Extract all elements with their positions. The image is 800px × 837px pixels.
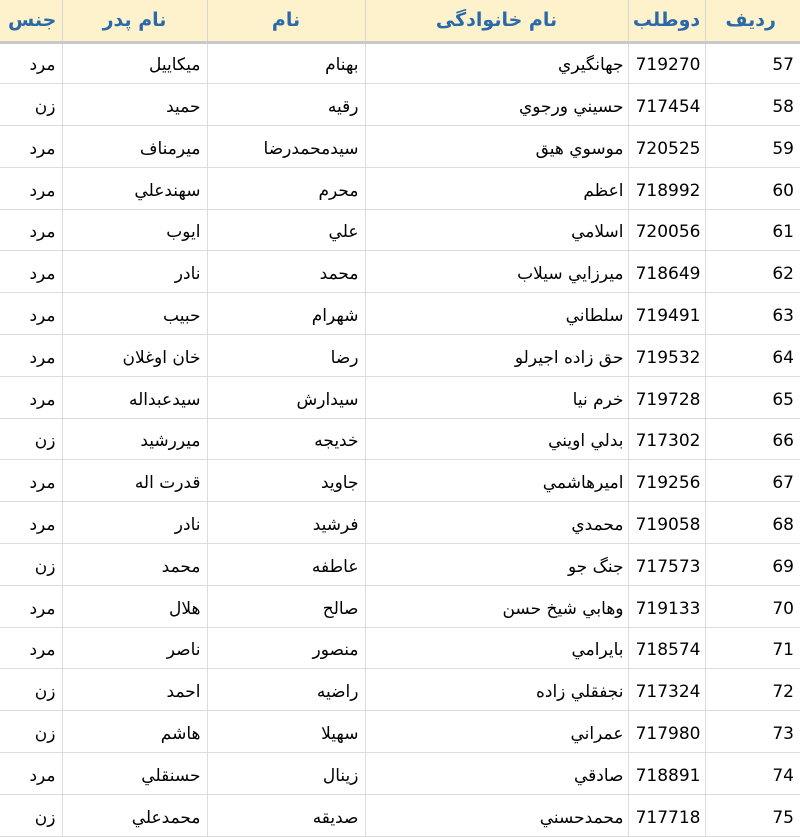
cell-row-number[interactable]: 72	[705, 669, 800, 711]
cell-father-name[interactable]: ایوب	[62, 209, 207, 251]
cell-family-name[interactable]: صادقي	[365, 753, 628, 795]
cell-applicant-code[interactable]: 719133	[628, 585, 705, 627]
cell-gender[interactable]: مرد	[0, 460, 62, 502]
cell-family-name[interactable]: وهابي شیخ حسن	[365, 585, 628, 627]
cell-family-name[interactable]: حسیني ورجوي	[365, 84, 628, 126]
cell-applicant-code[interactable]: 717573	[628, 544, 705, 586]
cell-row-number[interactable]: 75	[705, 794, 800, 836]
cell-applicant-code[interactable]: 719491	[628, 293, 705, 335]
table-row	[0, 669, 800, 711]
cell-name[interactable]: صالح	[207, 585, 365, 627]
cell-gender[interactable]: زن	[0, 794, 62, 836]
cell-family-name[interactable]: میرزایي سیلاب	[365, 251, 628, 293]
cell-family-name[interactable]: اعظم	[365, 167, 628, 209]
cell-father-name[interactable]: خان اوغلان	[62, 335, 207, 377]
table-row	[0, 126, 800, 168]
cell-family-name[interactable]: سلطاني	[365, 293, 628, 335]
cell-applicant-code[interactable]: 719728	[628, 376, 705, 418]
cell-row-number[interactable]: 71	[705, 627, 800, 669]
cell-name[interactable]: سهیلا	[207, 711, 365, 753]
cell-name[interactable]: رضا	[207, 335, 365, 377]
cell-applicant-code[interactable]: 719256	[628, 460, 705, 502]
cell-applicant-code[interactable]: 719532	[628, 335, 705, 377]
cell-applicant-code[interactable]: 720056	[628, 209, 705, 251]
table-body	[0, 42, 800, 836]
header-family-name[interactable]: نام خانوادگی	[365, 0, 628, 42]
cell-row-number[interactable]: 64	[705, 335, 800, 377]
cell-row-number[interactable]: 69	[705, 544, 800, 586]
cell-name[interactable]: سیدمحمدرضا	[207, 126, 365, 168]
cell-applicant-code[interactable]: 717302	[628, 418, 705, 460]
cell-row-number[interactable]: 58	[705, 84, 800, 126]
table-row	[0, 585, 800, 627]
cell-row-number[interactable]: 57	[705, 42, 800, 84]
cell-father-name[interactable]: هاشم	[62, 711, 207, 753]
cell-family-name[interactable]: جهانگیري	[365, 42, 628, 84]
cell-father-name[interactable]: میرمناف	[62, 126, 207, 168]
cell-name[interactable]: رقیه	[207, 84, 365, 126]
cell-gender[interactable]: مرد	[0, 251, 62, 293]
header-applicant-code[interactable]: دوطلب	[628, 0, 705, 42]
cell-row-number[interactable]: 66	[705, 418, 800, 460]
cell-gender[interactable]: زن	[0, 711, 62, 753]
cell-father-name[interactable]: سیدعبداله	[62, 376, 207, 418]
table-row	[0, 502, 800, 544]
cell-father-name[interactable]: حسنقلي	[62, 753, 207, 795]
cell-applicant-code[interactable]: 718649	[628, 251, 705, 293]
cell-family-name[interactable]: نجفقلي زاده	[365, 669, 628, 711]
cell-family-name[interactable]: عمراني	[365, 711, 628, 753]
cell-name[interactable]: خدیجه	[207, 418, 365, 460]
cell-family-name[interactable]: بدلي اویني	[365, 418, 628, 460]
table-row	[0, 794, 800, 836]
cell-applicant-code[interactable]: 718574	[628, 627, 705, 669]
cell-name[interactable]: راضیه	[207, 669, 365, 711]
header-father-name[interactable]: نام پدر	[62, 0, 207, 42]
table-row	[0, 460, 800, 502]
table-row	[0, 418, 800, 460]
cell-gender[interactable]: زن	[0, 418, 62, 460]
header-row-number[interactable]: ردیف	[705, 0, 800, 42]
cell-father-name[interactable]: هلال	[62, 585, 207, 627]
table-row	[0, 84, 800, 126]
cell-gender[interactable]: مرد	[0, 376, 62, 418]
cell-name[interactable]: منصور	[207, 627, 365, 669]
cell-gender[interactable]: مرد	[0, 627, 62, 669]
table-row	[0, 293, 800, 335]
cell-gender[interactable]: مرد	[0, 42, 62, 84]
cell-row-number[interactable]: 68	[705, 502, 800, 544]
cell-family-name[interactable]: محمدحسني	[365, 794, 628, 836]
cell-row-number[interactable]: 62	[705, 251, 800, 293]
table-row	[0, 711, 800, 753]
cell-father-name[interactable]: احمد	[62, 669, 207, 711]
table-row	[0, 376, 800, 418]
cell-name[interactable]: محمد	[207, 251, 365, 293]
cell-father-name[interactable]: میکاییل	[62, 42, 207, 84]
table-row	[0, 753, 800, 795]
cell-row-number[interactable]: 67	[705, 460, 800, 502]
cell-name[interactable]: سیدارش	[207, 376, 365, 418]
table-row	[0, 42, 800, 84]
cell-gender[interactable]: زن	[0, 544, 62, 586]
cell-father-name[interactable]: محمدعلي	[62, 794, 207, 836]
cell-gender[interactable]: مرد	[0, 293, 62, 335]
cell-name[interactable]: عاطفه	[207, 544, 365, 586]
cell-family-name[interactable]: حق زاده اجیرلو	[365, 335, 628, 377]
cell-name[interactable]: شهرام	[207, 293, 365, 335]
table-row	[0, 167, 800, 209]
cell-family-name[interactable]: بایرامي	[365, 627, 628, 669]
cell-father-name[interactable]: نادر	[62, 251, 207, 293]
table-row	[0, 627, 800, 669]
cell-gender[interactable]: زن	[0, 84, 62, 126]
cell-applicant-code[interactable]: 717718	[628, 794, 705, 836]
cell-applicant-code[interactable]: 717980	[628, 711, 705, 753]
table-row	[0, 335, 800, 377]
cell-row-number[interactable]: 73	[705, 711, 800, 753]
cell-applicant-code[interactable]: 720525	[628, 126, 705, 168]
header-name[interactable]: نام	[207, 0, 365, 42]
table-row	[0, 251, 800, 293]
cell-gender[interactable]: مرد	[0, 209, 62, 251]
header-gender[interactable]: جنس	[0, 0, 62, 42]
cell-family-name[interactable]: امیرهاشمي	[365, 460, 628, 502]
cell-name[interactable]: بهنام	[207, 42, 365, 84]
table-row	[0, 209, 800, 251]
cell-applicant-code[interactable]: 719058	[628, 502, 705, 544]
cell-father-name[interactable]: ناصر	[62, 627, 207, 669]
cell-applicant-code[interactable]: 719270	[628, 42, 705, 84]
cell-name[interactable]: صدیقه	[207, 794, 365, 836]
cell-gender[interactable]: مرد	[0, 753, 62, 795]
cell-row-number[interactable]: 61	[705, 209, 800, 251]
cell-gender[interactable]: مرد	[0, 502, 62, 544]
cell-gender[interactable]: زن	[0, 669, 62, 711]
cell-family-name[interactable]: محمدي	[365, 502, 628, 544]
cell-row-number[interactable]: 59	[705, 126, 800, 168]
cell-gender[interactable]: مرد	[0, 167, 62, 209]
cell-applicant-code[interactable]: 718992	[628, 167, 705, 209]
cell-father-name[interactable]: نادر	[62, 502, 207, 544]
cell-row-number[interactable]: 63	[705, 293, 800, 335]
cell-row-number[interactable]: 74	[705, 753, 800, 795]
cell-row-number[interactable]: 60	[705, 167, 800, 209]
cell-applicant-code[interactable]: 717324	[628, 669, 705, 711]
cell-father-name[interactable]: قدرت اله	[62, 460, 207, 502]
cell-name[interactable]: جاوید	[207, 460, 365, 502]
cell-applicant-code[interactable]: 718891	[628, 753, 705, 795]
cell-applicant-code[interactable]: 717454	[628, 84, 705, 126]
cell-gender[interactable]: مرد	[0, 585, 62, 627]
cell-family-name[interactable]: جنگ جو	[365, 544, 628, 586]
cell-family-name[interactable]: موسوي هیق	[365, 126, 628, 168]
cell-family-name[interactable]: خرم نیا	[365, 376, 628, 418]
cell-gender[interactable]: مرد	[0, 126, 62, 168]
cell-name[interactable]: فرشید	[207, 502, 365, 544]
cell-name[interactable]: علي	[207, 209, 365, 251]
cell-father-name[interactable]: سهندعلي	[62, 167, 207, 209]
header-row	[0, 0, 800, 42]
cell-father-name[interactable]: حمید	[62, 84, 207, 126]
cell-family-name[interactable]: اسلامي	[365, 209, 628, 251]
cell-name[interactable]: زینال	[207, 753, 365, 795]
cell-row-number[interactable]: 70	[705, 585, 800, 627]
cell-father-name[interactable]: حبیب	[62, 293, 207, 335]
cell-name[interactable]: محرم	[207, 167, 365, 209]
cell-gender[interactable]: مرد	[0, 335, 62, 377]
cell-father-name[interactable]: میررشید	[62, 418, 207, 460]
cell-father-name[interactable]: محمد	[62, 544, 207, 586]
cell-row-number[interactable]: 65	[705, 376, 800, 418]
table-row	[0, 544, 800, 586]
